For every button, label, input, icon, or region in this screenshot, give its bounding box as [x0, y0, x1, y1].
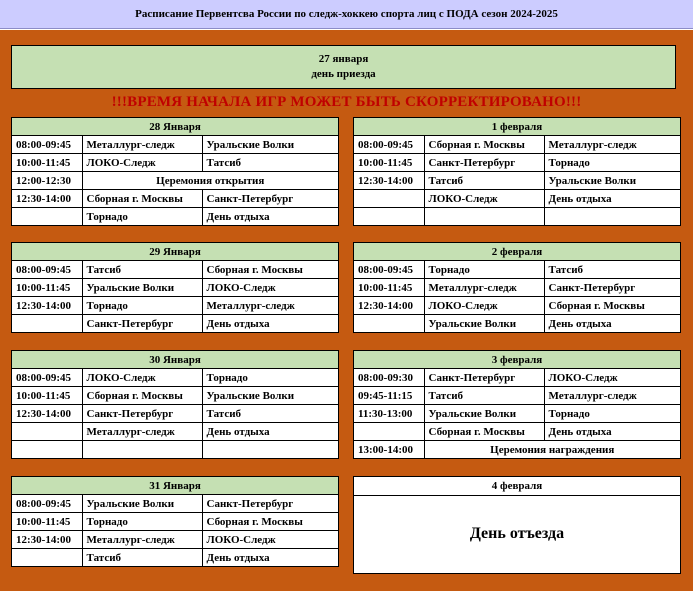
team-cell-second: Сборная г. Москвы — [202, 513, 338, 531]
schedule-row — [12, 297, 338, 315]
day-header: 4 февраля — [354, 477, 680, 496]
team-cell-first: Сборная г. Москвы — [424, 136, 544, 154]
team-cell-first: Санкт-Петербург — [82, 315, 202, 333]
schedule-row — [12, 495, 338, 513]
schedule-row — [354, 172, 680, 190]
team-cell-second: Санкт-Петербург — [202, 495, 338, 513]
team-cell-first: Сборная г. Москвы — [82, 190, 202, 208]
day-card-28-jan — [11, 117, 339, 226]
event-cell: Церемония награждения — [490, 443, 615, 456]
team-cell-second: День отдыха — [206, 551, 270, 564]
team-cell-first: Татсиб — [82, 261, 202, 279]
team-cell-first: Уральские Волки — [82, 495, 202, 513]
team-cell-first: Уральские Волки — [424, 405, 544, 423]
time-cell: 11:30-13:00 — [354, 405, 424, 423]
time-cell: 08:00-09:45 — [354, 261, 424, 279]
team-cell-second — [202, 441, 338, 459]
schedule-panel — [0, 30, 693, 591]
team-cell-second: Уральские Волки — [202, 136, 338, 154]
time-cell: 09:45-11:15 — [354, 387, 424, 405]
team-cell-second: День отдыха — [202, 423, 338, 441]
time-cell: 10:00-11:45 — [354, 279, 424, 297]
page-title: Расписание Первентсва России по следж-хоккею спорта лиц с ПОДА сезон 2024-2025 — [0, 0, 693, 29]
schedule-row — [354, 315, 680, 333]
day-header: 29 Января — [12, 243, 338, 261]
schedule-row — [12, 423, 338, 441]
time-cell: 08:00-09:30 — [354, 369, 424, 387]
schedule-row — [354, 441, 680, 459]
time-cell: 13:00-14:00 — [354, 441, 424, 459]
team-cell-second: День отдыха — [544, 190, 680, 208]
schedule-row — [12, 154, 338, 172]
team-cell-first — [424, 208, 544, 226]
day-header: 31 Января — [12, 477, 338, 495]
schedule-row — [12, 261, 338, 279]
schedule-row — [354, 136, 680, 154]
time-cell: 08:00-09:45 — [354, 136, 424, 154]
schedule-row — [12, 549, 338, 567]
time-cell — [354, 190, 424, 208]
team-cell-second: День отдыха — [544, 423, 680, 441]
team-cell-second: Уральские Волки — [544, 172, 680, 190]
day-card-31-jan — [11, 476, 339, 567]
team-cell-second: День отдыха — [206, 317, 270, 330]
team-cell-first: ЛОКО-Следж — [424, 297, 544, 315]
team-cell-first: ЛОКО-Следж — [82, 154, 202, 172]
team-cell-second: Торнадо — [544, 405, 680, 423]
schedule-row — [12, 531, 338, 549]
schedule-row — [354, 261, 680, 279]
warning-banner: !!!ВРЕМЯ НАЧАЛА ИГР МОЖЕТ БЫТЬ СКОРРЕКТИРОВАНО!!! — [111, 94, 582, 110]
team-cell-second: Татсиб — [202, 405, 338, 423]
day-header: 3 февраля — [354, 351, 680, 369]
schedule-row — [12, 172, 338, 190]
time-cell — [12, 423, 82, 441]
time-cell — [12, 208, 82, 226]
team-cell-first: Торнадо — [82, 208, 202, 226]
time-cell: 10:00-11:45 — [12, 513, 82, 531]
team-cell-first: Татсиб — [424, 172, 544, 190]
day-card-2-feb — [353, 242, 681, 333]
team-cell-second: Татсиб — [544, 261, 680, 279]
time-cell — [354, 423, 424, 441]
time-cell — [12, 549, 82, 567]
time-cell: 10:00-11:45 — [12, 154, 82, 172]
day-header: 1 февраля — [354, 118, 680, 136]
team-cell-second: Торнадо — [544, 154, 680, 172]
team-cell-first: Санкт-Петербург — [424, 154, 544, 172]
team-cell-second: ЛОКО-Следж — [544, 369, 680, 387]
team-cell-first: ЛОКО-Следж — [424, 190, 544, 208]
schedule-row — [354, 405, 680, 423]
schedule-row — [354, 279, 680, 297]
team-cell-first: Уральские Волки — [82, 279, 202, 297]
team-cell-second: День отдыха — [206, 210, 270, 223]
time-cell: 08:00-09:45 — [12, 495, 82, 513]
team-cell-first: ЛОКО-Следж — [82, 369, 202, 387]
day-card-30-jan — [11, 350, 339, 459]
team-cell-second — [544, 208, 680, 226]
schedule-row — [354, 387, 680, 405]
team-cell-second: Татсиб — [202, 154, 338, 172]
schedule-row — [12, 387, 338, 405]
day-header: 2 февраля — [354, 243, 680, 261]
time-cell — [354, 315, 424, 333]
arrival-date: 27 января — [318, 53, 369, 65]
team-cell-first: Металлург-следж — [82, 136, 202, 154]
team-cell-first: Торнадо — [424, 261, 544, 279]
time-cell: 12:30-14:00 — [12, 297, 82, 315]
team-cell-second: Металлург-следж — [544, 387, 680, 405]
day-card-3-feb — [353, 350, 681, 459]
team-cell-first: Уральские Волки — [424, 315, 544, 333]
schedule-row — [12, 279, 338, 297]
team-cell-second: ЛОКО-Следж — [202, 279, 338, 297]
day-header: 30 Января — [12, 351, 338, 369]
time-cell — [12, 315, 82, 333]
schedule-row — [12, 441, 338, 459]
time-cell: 12:30-14:00 — [354, 297, 424, 315]
team-cell-second: Сборная г. Москвы — [544, 297, 680, 315]
departure-label: День отъезда — [469, 525, 565, 542]
time-cell: 12:30-14:00 — [12, 405, 82, 423]
schedule-row — [354, 297, 680, 315]
day-card-4-feb — [353, 476, 681, 574]
time-cell: 08:00-09:45 — [12, 261, 82, 279]
day-card-1-feb — [353, 117, 681, 226]
schedule-row — [354, 423, 680, 441]
schedule-row — [354, 369, 680, 387]
arrival-label: день приезда — [311, 68, 376, 80]
team-cell-second: Санкт-Петербург — [202, 190, 338, 208]
schedule-row — [12, 405, 338, 423]
schedule-row — [354, 190, 680, 208]
time-cell: 12:00-12:30 — [12, 172, 82, 190]
team-cell-first: Санкт-Петербург — [424, 369, 544, 387]
time-cell: 08:00-09:45 — [12, 136, 82, 154]
time-cell: 12:30-14:00 — [12, 531, 82, 549]
team-cell-second: Сборная г. Москвы — [202, 261, 338, 279]
schedule-row — [12, 315, 338, 333]
team-cell-first: Торнадо — [82, 513, 202, 531]
team-cell-second: Металлург-следж — [544, 136, 680, 154]
time-cell — [12, 441, 82, 459]
schedule-row — [12, 136, 338, 154]
time-cell: 12:30-14:00 — [12, 190, 82, 208]
team-cell-first: Татсиб — [82, 549, 202, 567]
schedule-row — [12, 369, 338, 387]
schedule-row — [12, 190, 338, 208]
team-cell-first: Татсиб — [424, 387, 544, 405]
time-cell: 10:00-11:45 — [354, 154, 424, 172]
event-cell: Церемония открытия — [82, 172, 338, 190]
day-header: 28 Января — [12, 118, 338, 136]
time-cell: 12:30-14:00 — [354, 172, 424, 190]
schedule-row — [12, 208, 338, 226]
schedule-row — [354, 154, 680, 172]
team-cell-first: Сборная г. Москвы — [82, 387, 202, 405]
team-cell-second: День отдыха — [548, 317, 612, 330]
team-cell-first: Металлург-следж — [424, 279, 544, 297]
team-cell-first: Сборная г. Москвы — [424, 423, 544, 441]
time-cell: 08:00-09:45 — [12, 369, 82, 387]
team-cell-second: Санкт-Петербург — [544, 279, 680, 297]
schedule-row — [354, 208, 680, 226]
team-cell-second: Металлург-следж — [202, 297, 338, 315]
team-cell-first — [82, 441, 202, 459]
day-card-29-jan — [11, 242, 339, 333]
team-cell-second: ЛОКО-Следж — [202, 531, 338, 549]
time-cell — [354, 208, 424, 226]
team-cell-first: Санкт-Петербург — [82, 405, 202, 423]
time-cell: 10:00-11:45 — [12, 387, 82, 405]
arrival-banner — [11, 45, 676, 89]
team-cell-first: Торнадо — [82, 297, 202, 315]
time-cell: 10:00-11:45 — [12, 279, 82, 297]
schedule-row — [12, 513, 338, 531]
team-cell-first: Металлург-следж — [82, 423, 202, 441]
team-cell-second: Уральские Волки — [202, 387, 338, 405]
team-cell-first: Металлург-следж — [82, 531, 202, 549]
team-cell-second: Торнадо — [202, 369, 338, 387]
